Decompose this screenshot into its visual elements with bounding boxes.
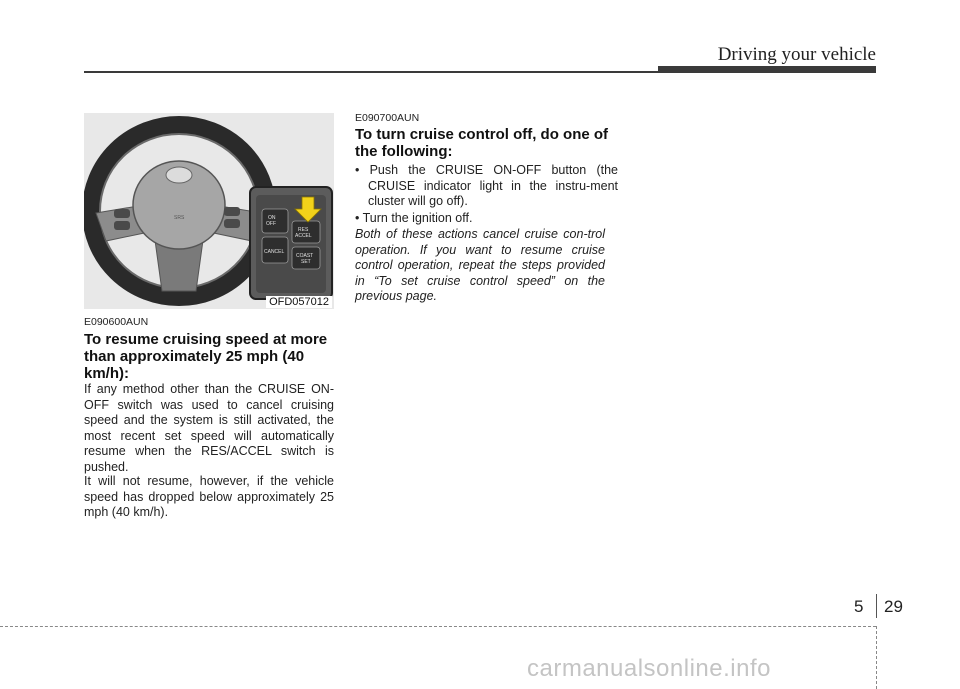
svg-text:COAST: COAST: [296, 253, 314, 259]
figure-code: OFD057012: [266, 296, 332, 308]
left-paragraph-2: It will not resume, however, if the vehicle speed has dropped below approximately 25 mph (40 km/h).: [84, 474, 334, 519]
right-section-code: E090700AUN: [355, 112, 420, 124]
italic-note: Both of these actions cancel cruise con-trol operation. If you want to resume cruise control operation, repeat the steps provided in “To set cruise control speed” on the previous page.: [355, 227, 605, 303]
svg-text:RES: RES: [298, 227, 309, 233]
section-number: 5: [854, 597, 864, 616]
footer-divider: [0, 626, 876, 627]
header-rule-thick: [658, 66, 876, 73]
right-heading: To turn cruise control off, do one of the following:: [355, 126, 609, 160]
page-number: 29: [884, 597, 903, 616]
svg-text:SRS: SRS: [174, 215, 185, 221]
bullet-item: • Turn the ignition off.: [355, 211, 473, 225]
watermark: carmanualsonline.info: [527, 655, 771, 682]
svg-text:OFF: OFF: [266, 221, 276, 227]
left-heading: To resume cruising speed at more than approximately 25 mph (40 km/h):: [84, 331, 328, 382]
svg-text:ACCEL: ACCEL: [295, 233, 312, 239]
left-section-code: E090600AUN: [84, 316, 149, 328]
svg-text:CANCEL: CANCEL: [264, 249, 285, 255]
bullet-item: • Push the CRUISE ON-OFF button (the CRUISE indicator light in the instru-ment cluster will go off).: [355, 163, 618, 208]
left-paragraph-1: If any method other than the CRUISE ON-OFF switch was used to cancel cruising speed and the system is still activated, the most recent set speed will automatically resume when the RES/ACCEL switch is pushed.: [84, 382, 334, 474]
section-title: Driving your vehicle: [717, 44, 876, 65]
steering-wheel-illustration: [84, 113, 334, 309]
footer-vertical-divider: [876, 626, 877, 689]
page-number-divider: [876, 594, 877, 618]
steering-wheel-figure: [84, 113, 334, 309]
svg-text:ON: ON: [268, 215, 276, 221]
header-rule: [84, 71, 664, 73]
svg-text:SET: SET: [301, 259, 311, 265]
